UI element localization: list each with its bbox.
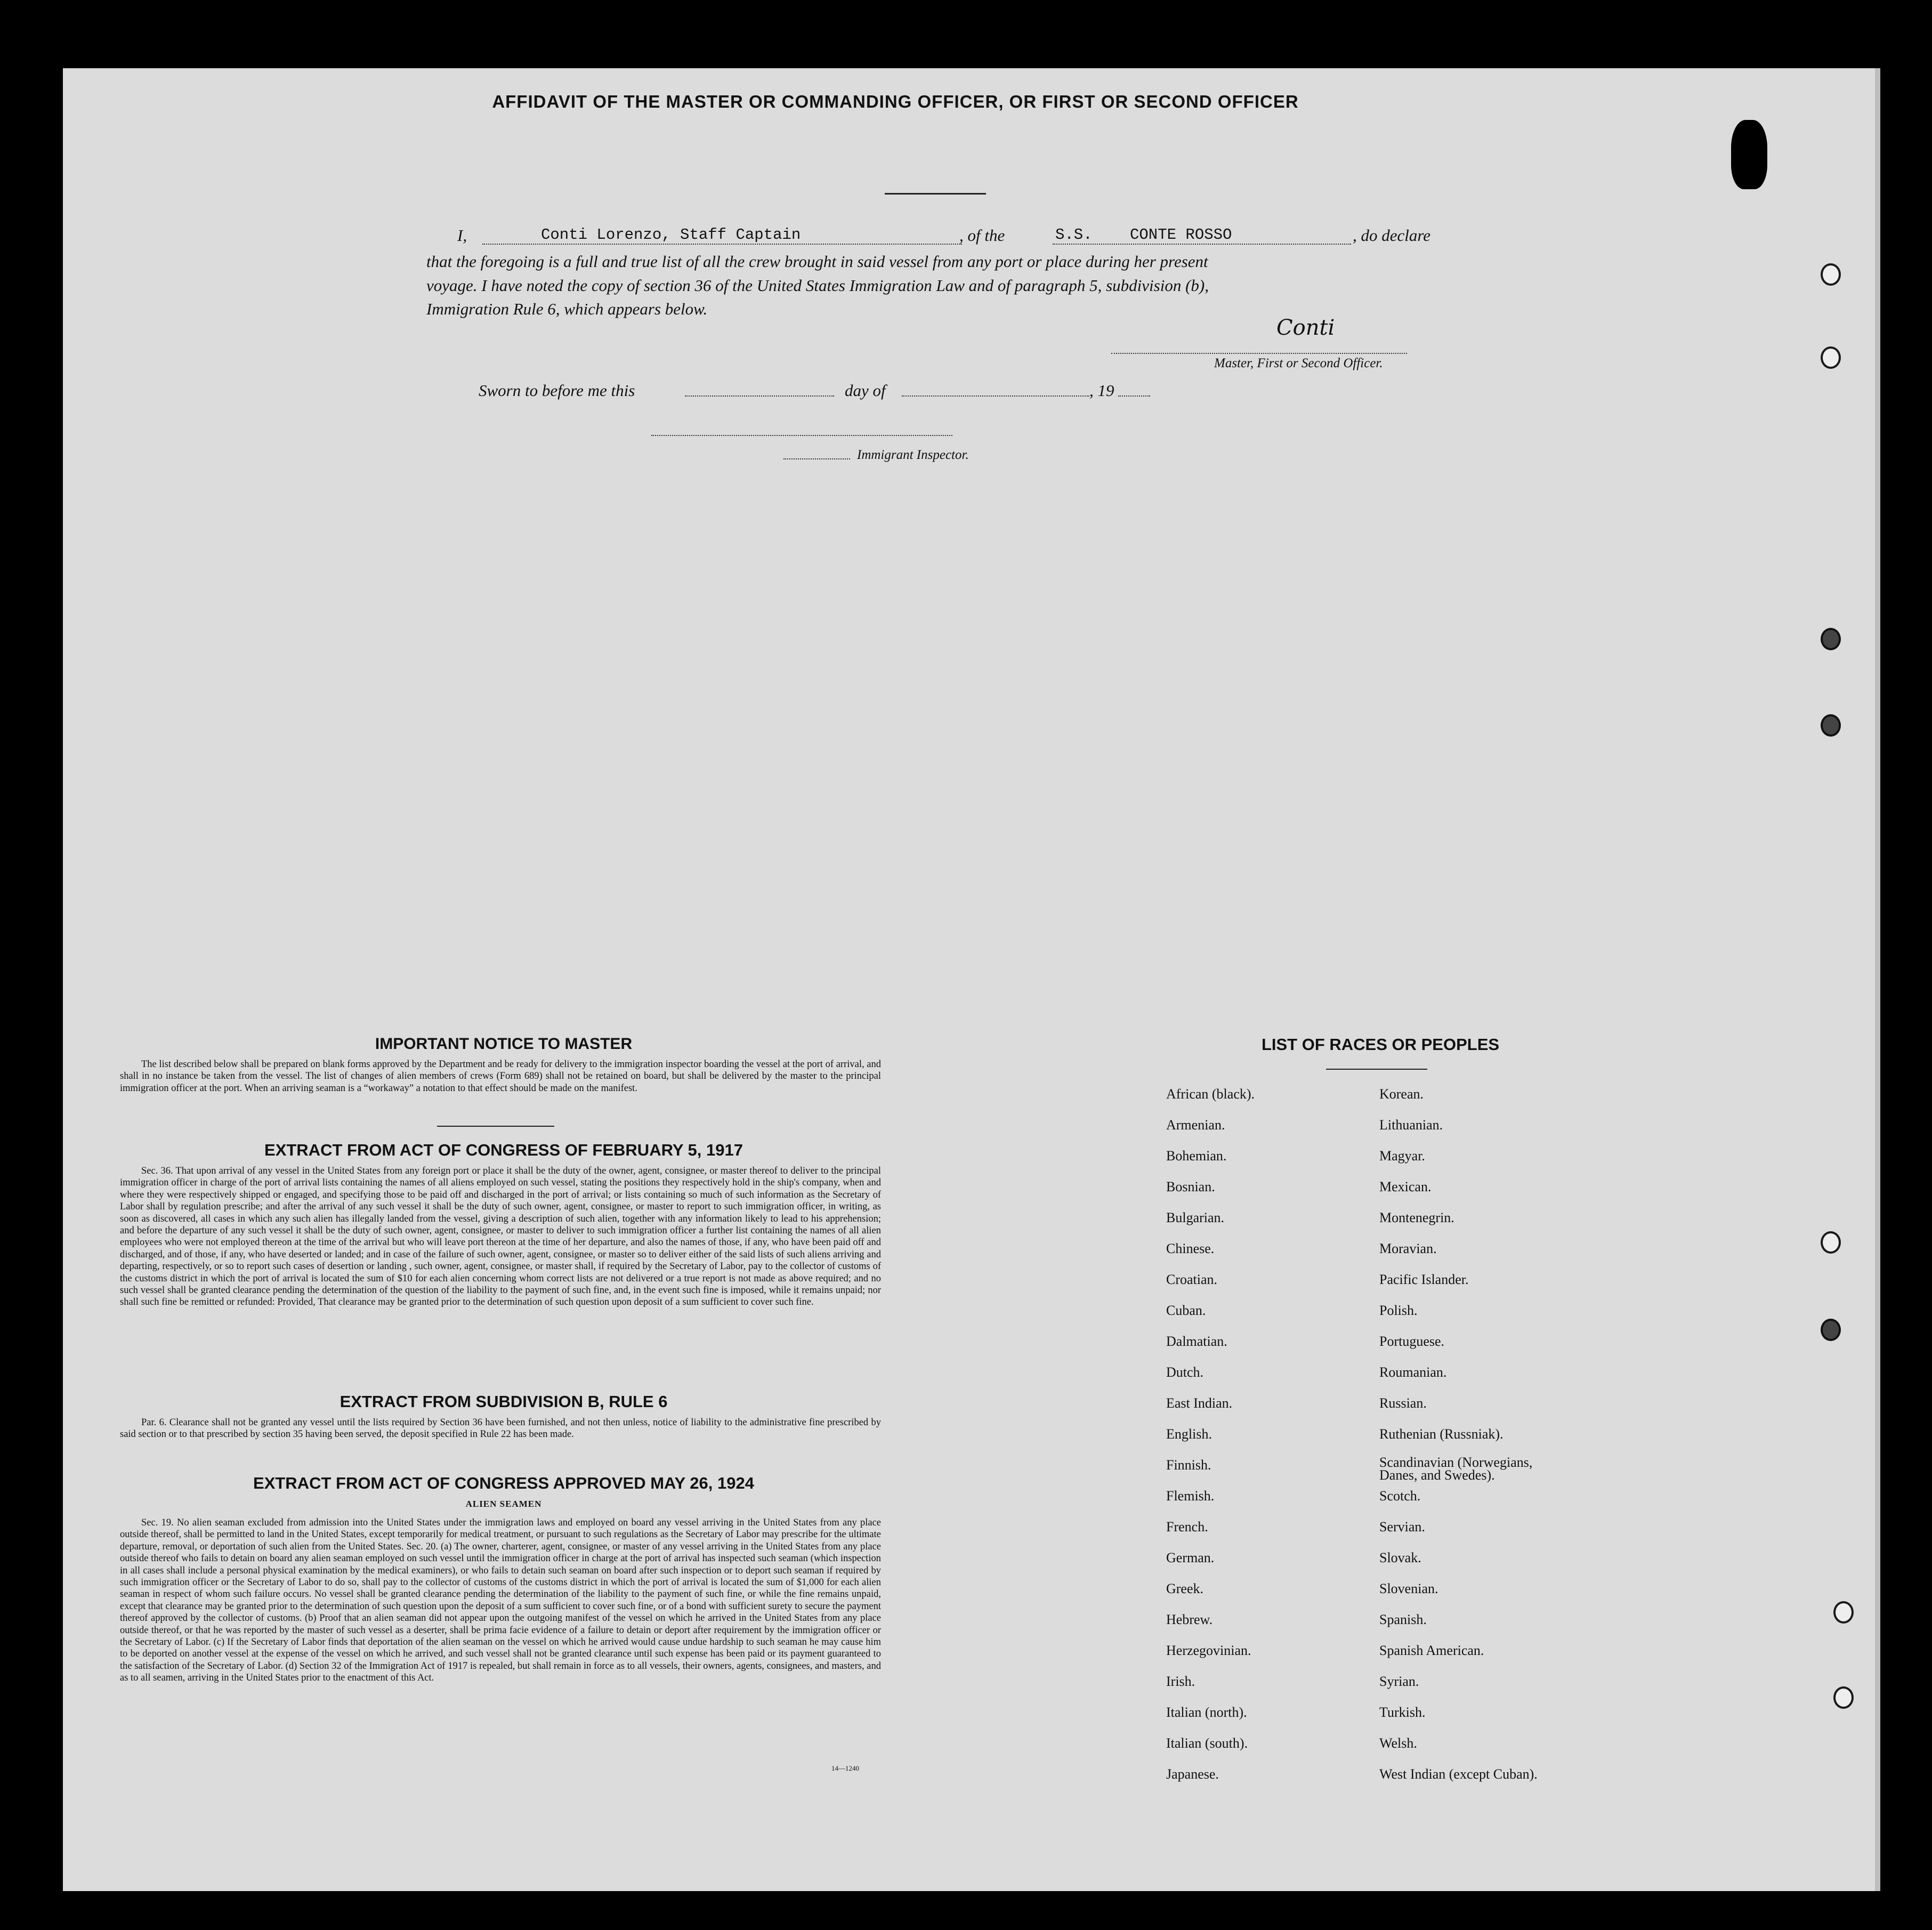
sworn-month-line xyxy=(902,395,1089,397)
race-item: Spanish American. xyxy=(1379,1643,1484,1658)
extract-1924-title: EXTRACT FROM ACT OF CONGRESS APPROVED MAY 26, 1924 xyxy=(253,1474,754,1492)
race-item: Mexican. xyxy=(1379,1179,1432,1194)
extract-rule6-text: Par. 6. Clearance shall not be granted any vessel until the lists required by Section 36 have been furnished, and not then unless, notice of liability to the administrative fine prescribed by said section or to that prescribed by section 35 having been served, the deposit specified in Rule 22 has been made. xyxy=(120,1417,881,1440)
race-item: Hebrew. xyxy=(1166,1612,1213,1627)
binder-hole xyxy=(1821,1231,1841,1254)
race-item: Moravian. xyxy=(1379,1241,1437,1256)
affidavit-i: I, xyxy=(457,226,467,245)
ship-name-line xyxy=(1053,244,1351,245)
form-number: 14—1240 xyxy=(831,1764,859,1772)
divider xyxy=(437,1126,554,1127)
affidavit-line-2: that the foregoing is a full and true list of all the crew brought in said vessel from any port or place during her present xyxy=(426,252,1208,271)
race-item: Bulgarian. xyxy=(1166,1210,1225,1225)
signature: Conti xyxy=(1276,316,1335,340)
sworn-year-line xyxy=(1118,395,1150,397)
race-item: African (black). xyxy=(1166,1086,1255,1102)
day-of-label: day of xyxy=(845,381,886,400)
affidavit-title: AFFIDAVIT OF THE MASTER OR COMMANDING OFFICER, OR FIRST OR SECOND OFFICER xyxy=(492,92,1299,111)
extract-1917-title: EXTRACT FROM ACT OF CONGRESS OF FEBRUARY 5, 1917 xyxy=(264,1141,743,1159)
binder-hole xyxy=(1833,1686,1854,1709)
race-item: Scandinavian (Norwegians, Danes, and Swedes). xyxy=(1379,1455,1533,1483)
race-item: German. xyxy=(1166,1550,1215,1565)
officer-name-line xyxy=(482,244,962,245)
of-the-label: , of the xyxy=(959,226,1005,245)
signature-line xyxy=(1111,353,1407,354)
inspector-lead-line xyxy=(783,458,850,459)
declare-label: , do declare xyxy=(1353,226,1431,245)
divider xyxy=(885,193,986,195)
race-item: Armenian. xyxy=(1166,1117,1225,1133)
race-item: Turkish. xyxy=(1379,1705,1426,1720)
race-item: Slovenian. xyxy=(1379,1581,1438,1596)
binder-hole xyxy=(1821,714,1841,737)
affidavit-line-4: Immigration Rule 6, which appears below. xyxy=(426,300,708,318)
inspector-label: Immigrant Inspector. xyxy=(857,448,969,462)
officer-name-value: Conti Lorenzo, Staff Captain xyxy=(541,226,801,244)
race-item: Servian. xyxy=(1379,1519,1425,1535)
race-item: Bohemian. xyxy=(1166,1148,1227,1164)
race-item: Greek. xyxy=(1166,1581,1204,1596)
race-item: East Indian. xyxy=(1166,1395,1233,1411)
ship-prefix-value: S.S. xyxy=(1055,226,1093,244)
race-item: English. xyxy=(1166,1426,1212,1442)
races-title: LIST OF RACES OR PEOPLES xyxy=(1261,1035,1500,1054)
master-label: Master, First or Second Officer. xyxy=(1214,356,1383,370)
race-item: Lithuanian. xyxy=(1379,1117,1443,1133)
extract-rule6-title: EXTRACT FROM SUBDIVISION B, RULE 6 xyxy=(339,1392,668,1411)
race-item: Italian (north). xyxy=(1166,1705,1247,1720)
divider xyxy=(1326,1069,1427,1070)
race-item: Dalmatian. xyxy=(1166,1334,1227,1349)
notice-title: IMPORTANT NOTICE TO MASTER xyxy=(375,1035,633,1053)
race-item: Italian (south). xyxy=(1166,1735,1248,1751)
race-item: Flemish. xyxy=(1166,1488,1215,1504)
race-item: French. xyxy=(1166,1519,1208,1535)
sworn-day-line xyxy=(685,395,834,397)
binder-hole xyxy=(1821,346,1841,369)
race-item: Syrian. xyxy=(1379,1674,1419,1689)
affidavit-line-3: voyage. I have noted the copy of section 36 of the United States Immigration Law and of paragraph 5, subdivision (b), xyxy=(426,276,1209,295)
binder-hole xyxy=(1833,1601,1854,1624)
race-item: Russian. xyxy=(1379,1395,1427,1411)
race-item: Irish. xyxy=(1166,1674,1195,1689)
race-item: Polish. xyxy=(1379,1303,1418,1318)
ink-mark xyxy=(1731,120,1767,189)
race-item: Scotch. xyxy=(1379,1488,1421,1504)
binder-hole xyxy=(1821,628,1841,650)
ship-name-value: CONTE ROSSO xyxy=(1130,226,1232,244)
extract-1924-text: Sec. 19. No alien seaman excluded from admission into the United States under the immigration laws and employed on board any vessel arriving in the United States from any place outside thereof, shall be permitted to land in the United States, except temporarily for medical treatment, or pursuant to such regulations as the Secretary of Labor may prescribe for the ultimate departure, removal, or deportation of such alien from the United States. Sec. 20. (a) The owner, charterer, agent, consignee, or master of any vessel arriving in the United States from any place outside thereof who fails to detain on board any alien seaman employed on such vessel until the immigration officer in charge at the port of arrival has inspected such seaman (which inspection in all cases shall include a personal physical examination by the medical examiners), or who fails to detain such seaman on board after such inspection or to deport such seaman if required by such immigration officer or the Secretary of Labor to do so, shall pay to the collector of customs of the customs district in which the port of arrival is located the sum of $1,000 for each alien seaman in respect of whom such failure occurs. No vessel shall be granted clearance pending the determination of the liability to the payment of such fine, or while the fine remains unpaid, except that clearance may be granted prior to the determination of such question upon the deposit of a sum sufficient to cover such fine, or of a bond with sufficient surety to secure the payment thereof approved by the collector of customs. (b) Proof that an alien seaman did not appear upon the outgoing manifest of the vessel on which he arrived in the United States from any place outside thereof, or that he was reported by the master of such vessel as a deserter, shall be prima facie evidence of a failure to detain or deport after requirement by the immigration officer or the Secretary of Labor. (c) If the Secretary of Labor finds that deportation of the alien seaman on the vessel on which he arrived would cause undue hardship to such seaman he may cause him to be deported on another vessel at the expense of the vessel on which he arrived, and such vessel shall not be granted clearance until such expense has been paid or its payment guaranteed to the satisfaction of the Secretary of Labor. (d) Section 32 of the Immigration Act of 1917 is repealed, but shall remain in force as to all vessels, their owners, agents, consignees, and masters, and as to all seamen, arriving in the United States prior to the enactment of this Act. xyxy=(120,1517,881,1684)
race-item: Portuguese. xyxy=(1379,1334,1445,1349)
race-item: Cuban. xyxy=(1166,1303,1206,1318)
race-item: West Indian (except Cuban). xyxy=(1379,1766,1538,1782)
race-item: Japanese. xyxy=(1166,1766,1219,1782)
race-item: Chinese. xyxy=(1166,1241,1215,1256)
race-item: Welsh. xyxy=(1379,1735,1417,1751)
inspector-signature-line xyxy=(651,435,952,436)
extract-1917-text: Sec. 36. That upon arrival of any vessel in the United States from any foreign port or place it shall be the duty of the owner, agent, consignee, or master thereof to deliver to the principal immigration officer in charge of the port of arrival lists containing the names of all aliens employed on such vessel, stating the positions they respectively hold in the ship's company, when and where they were respectively shipped or engaged, and specifying those to be paid off and discharged in the port of arrival; or lists containing so much of such information as the Secretary of Labor shall by regulation prescribe; and after the arrival of any such vessel it shall be the duty of such owner, agent, consignee, or master to report to such immigration officer, in writing, as soon as discovered, all cases in which any such alien has illegally landed from the vessel, giving a description of such alien, together with any information likely to lead to his apprehension; and before the departure of any such vessel it shall be the duty of such owner, agent, consignee, or master to deliver to such immigration officer a further list containing the names of all alien employees who were not employed thereon at the time of the arrival but who will leave port thereon at the time of her departure, and also the names of those, if any, who have been paid off and discharged, and of those, if any, who have deserted or landed; and in case of the failure of such owner, agent, consignee, or master so to deliver either of the said lists of such aliens arriving and departing, respectively, or so to report such cases of desertion or landing , such owner, agent, consignee, or master shall, if required by the Secretary of Labor, pay to the collector of customs of the customs district in which the port of arrival is located the sum of $10 for each alien concerning whom correct lists are not delivered or a true report is not made as above required; and no such vessel shall be granted clearance pending the determination of the question of the liability to the payment of such fine, and, in the event such fine is imposed, while it remains unpaid; nor shall such fine be remitted or refunded: Provided, That clearance may be granted prior to the determination of such question upon deposit of a sum sufficient to cover such fine. xyxy=(120,1166,881,1308)
race-item: Herzegovinian. xyxy=(1166,1643,1251,1658)
race-item: Slovak. xyxy=(1379,1550,1421,1565)
binder-hole xyxy=(1821,263,1841,286)
race-item: Pacific Islander. xyxy=(1379,1272,1469,1287)
race-item: Magyar. xyxy=(1379,1148,1425,1164)
race-item: Dutch. xyxy=(1166,1364,1204,1380)
extract-1924-subtitle: ALIEN SEAMEN xyxy=(465,1499,542,1509)
race-item: Roumanian. xyxy=(1379,1364,1447,1380)
race-item: Croatian. xyxy=(1166,1272,1218,1287)
sworn-label: Sworn to before me this xyxy=(479,381,635,400)
race-item: Spanish. xyxy=(1379,1612,1427,1627)
race-item: Montenegrin. xyxy=(1379,1210,1454,1225)
notice-text: The list described below shall be prepared on blank forms approved by the Department and be ready for delivery to the immigration inspector boarding the vessel at the port of arrival, and shall in no instance be taken from the vessel. The list of changes of alien members of crews (Form 689) shall not be retained on board, but shall be delivered by the master to the principal immigration officer at the port. When an arriving seaman is a “workaway” a notation to that effect should be made on the manifest. xyxy=(120,1059,881,1094)
year-label: , 19 xyxy=(1089,381,1114,400)
race-item: Korean. xyxy=(1379,1086,1424,1102)
binder-hole xyxy=(1821,1319,1841,1341)
race-item: Ruthenian (Russniak). xyxy=(1379,1426,1503,1442)
race-item: Finnish. xyxy=(1166,1457,1211,1473)
race-item: Bosnian. xyxy=(1166,1179,1215,1194)
